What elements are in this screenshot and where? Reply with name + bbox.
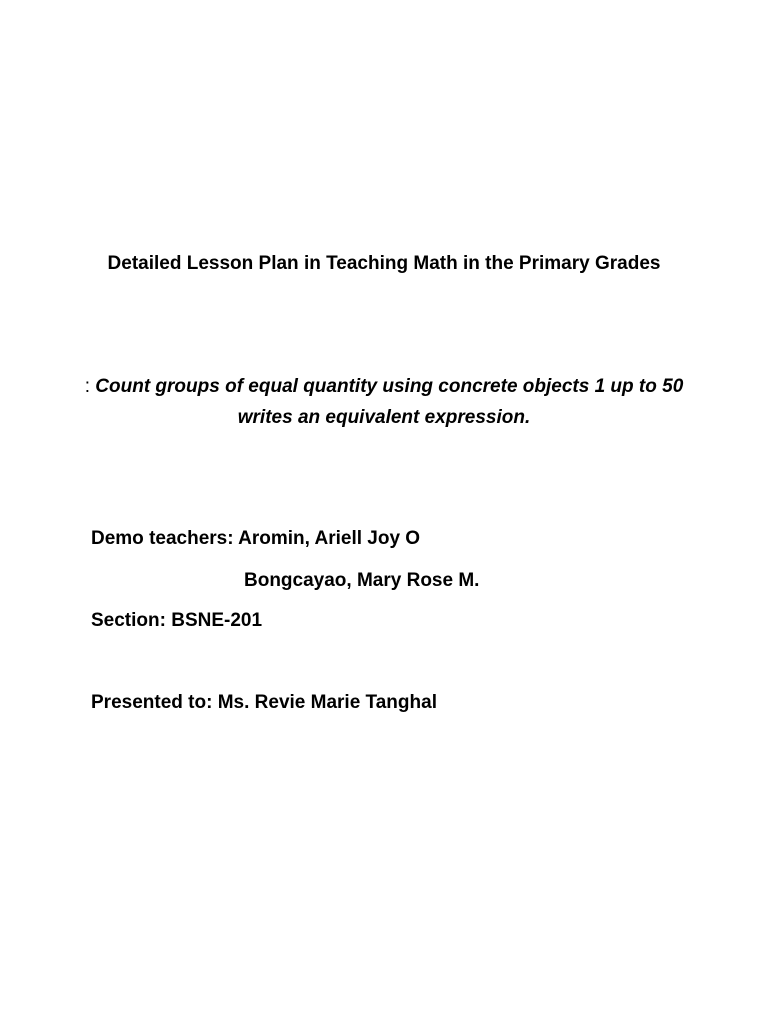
section-label: Section: (91, 610, 172, 631)
demo-teacher-1: Aromin, Ariell Joy O (238, 528, 421, 549)
demo-teacher-2: Bongcayao, Mary Rose M. (244, 570, 480, 591)
demo-teachers-line (91, 525, 420, 553)
section-value: BSNE-201 (171, 610, 263, 631)
presented-to-value: Ms. Revie Marie Tanghal (217, 692, 437, 713)
document-title: Detailed Lesson Plan in Teaching Math in the Primary Grades (107, 253, 661, 274)
presented-to-line (91, 689, 437, 717)
demo-teachers-label: Demo teachers: (91, 528, 239, 549)
presented-to-label: Presented to: (91, 692, 218, 713)
topic-text: Count groups of equal quantity using concrete objects 1 up to 50 writes an equivalent expression. (95, 376, 684, 428)
topic-prefix: : (84, 376, 96, 397)
section-line (91, 607, 262, 635)
lesson-topic (60, 371, 708, 433)
demo-teacher-2-line (244, 567, 479, 595)
